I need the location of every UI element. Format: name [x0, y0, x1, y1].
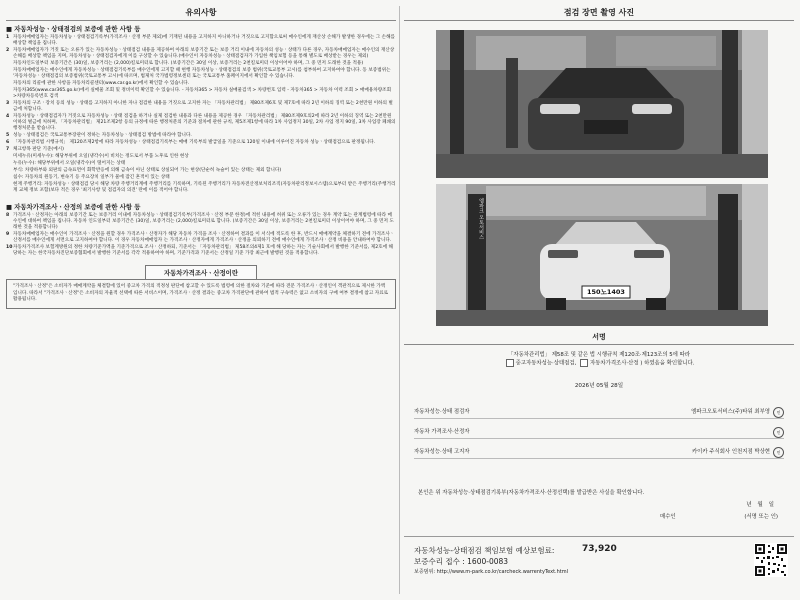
inspection-checkbox[interactable]: [506, 359, 514, 367]
signature-intro-line1: 「자동차관리법」 제58조 및 같은 법 시행규칙 제120조·제123조의 5에 따라: [507, 352, 691, 358]
notice-item-text: 자동차매매업자는 매수인이 가격조사ㆍ산정을 원할 경우 가격조사ㆍ산정자가 해당 자동차 가격을 조사ㆍ산정하여 결과를 이 서식에 적도록 한 후, 반드시 매매계약을 체결하기 전에 가격조사ㆍ산정서를 매수인에게 서면으로 고지하여야 합니다. 이 경우 자동차매매업자 는 가격조사ㆍ산정자에게 가격조사ㆍ산정을 의뢰하기 전에 매수인에게 가격조사ㆍ산정 비용을 안내하여야 합니다.: [13, 232, 395, 243]
notice-item-number: 1: [6, 35, 10, 40]
criteria-note: 부식: 차량하부와 외판의 금속표면이 화학반응에 의해 금속이 아닌 상태로 상실되어 가는 현상(단순히 녹슬어 있는 상태는 제외 합니다): [13, 168, 282, 173]
notice-item-text: 자동차가격조사 보험계방원의 정한 차량기준가액을 기준가격으로 조사ㆍ산정하되, 기준서는 「자동차관리법」 제58조의4제1 호에 해 당하는 자는 기술사회에서 발행한 기준서를, 제2호에 해당하는 자는 한국자동차진단보증협회에서 발행한 기준서를 각각 적용하여야 하며, 기준가격과 기준서는 산정일 기준 가장 최근에 발행된 것을 적용합니다.: [13, 245, 393, 256]
notice-item-number: 2: [6, 48, 10, 53]
notice-item: [6, 114, 396, 132]
notice-item-number: 7: [6, 147, 10, 152]
notice-item-text: 자동차365(www.car365.go.kr)에서 실매물 조회 및 정비이력 확인할 수 있습니다. - 자동차365 > 자동차 실매물검색 > 차량번호 입력 - 자동차365 > 자동차 이력 조회 > 매매용차량조회 >차량차등록번호 검색: [13, 88, 392, 99]
signature-header: 서명: [404, 331, 794, 345]
seal-mark: 인: [773, 427, 784, 438]
inspection-photo-lift: [436, 184, 768, 326]
criteria-note: 침수: 자동차의 원동기, 변속기 등 주요장치 일부가 물에 잠긴 흔적이 있는 상태: [13, 175, 170, 180]
section1-list: [6, 35, 396, 153]
signer-row-appraiser: [414, 426, 784, 439]
section2-title: ■ 자동차가격조사ㆍ산정의 보증에 관한 사항 등: [6, 203, 141, 211]
notice-item-number: 5: [6, 133, 10, 138]
notice-item-text: 성능ㆍ상태점검은 국토교통부장관이 정하는 자동차성능ㆍ상태점검 방법에 따라야 합니다.: [13, 133, 192, 138]
notice-item-number: [6, 68, 13, 80]
notice-item: [6, 232, 396, 244]
signer-row-inspector: [414, 406, 784, 419]
notice-item: [6, 88, 396, 100]
notice-item: [6, 48, 396, 60]
buyer-confirm-text: 본인은 위 자동차성능·상태점검기록부(자동차가격조사·산정선택)를 발급받은 사실을 확인합니다.: [418, 490, 645, 496]
notice-item: [6, 61, 396, 67]
notice-item: [6, 35, 396, 47]
insurance-fee-label: 자동차성능-상태점검 책임보험 예상보험료:: [414, 546, 555, 555]
notice-item-number: 4: [6, 114, 10, 119]
notice-item-text: 자동차인도일부터 보증기간은 (30)일, 보증거리는 (2,000)킬로미터로 합니다. (보증기간은 30일 이상, 보증거리는 2천킬로미터 이상이어야 하며, 그 중 먼저 도래한 것을 적용): [13, 61, 364, 66]
notice-item-number: 8: [6, 213, 10, 218]
notice-column: [6, 6, 396, 594]
gate-sign-text: 엠파크 오토서비스: [478, 198, 484, 240]
price-survey-checkbox-label: 자동차가격조사·산정 ) 하였음을 확인합니다.: [590, 360, 695, 367]
buyer-date-blank: 년 월 일: [746, 502, 776, 508]
signature-intro: [414, 351, 784, 368]
notice-item: [6, 147, 396, 153]
notice-item-number: 10: [6, 245, 13, 250]
column-divider: [399, 6, 400, 594]
signer-label-notifier: 자동차성능·상태 고지자: [414, 449, 470, 455]
notice-item-text: 가격조사ㆍ산정자는 아래의 보증기간 또는 보증거리 이내에 자동차성능ㆍ상태점검기록부(가격조사ㆍ산정 부분 한정)에 적힌 내용에 허위 또는 오류가 있는 경우 계약 또는 관계법령에 따라 매수인에 대하여 책임을 집니다. 자동차 인도일부터 보증기간은 (30)일, 보증거리는 (2,000)킬로미터로 합니다. (보증기간은 30일 이상, 보증거리는 2천킬로미터 이상이어야 하며, 그 중 먼저 도래한 것을 적용합니다): [13, 213, 394, 230]
warranty-phone: 보증수리 접수 : 1600-0083: [414, 557, 509, 566]
notice-item-text: 자동차의 구조ㆍ장치 등의 성능ㆍ상태를 고지하지 아니한 자나 점검한 내용을 거짓으로 고지한 자는 「자동차관리법」 제80조제6호 및 제7호에 따라 2년 이하의 징역 또는 2천만원 이하의 벌금에 처합니다.: [13, 101, 393, 112]
signer-label-inspector: 자동차성능·상태 점검자: [414, 409, 470, 415]
signer-value-notifier: 카이카 주식회사 인천지점 박상현: [691, 449, 770, 455]
photo-sign-column: [404, 6, 794, 594]
notice-item-text: 자동차의 리콜에 관한 사항을 자동차리콜센터(www.car.go.kr)에서 확인할 수 있습니다.: [13, 81, 190, 86]
notice-item-number: 6: [6, 140, 10, 145]
section1-title-text: 자동차성능ㆍ상태점검의 보증에 관한 사항 등: [14, 25, 141, 33]
price-survey-checkbox[interactable]: [580, 359, 588, 367]
section1-title: ■ 자동차성능ㆍ상태점검의 보증에 관한 사항 등: [6, 25, 141, 33]
photo-header: 점검 장면 촬영 사진: [404, 6, 794, 21]
inspection-photo-front: [436, 30, 768, 178]
notice-item-number: [6, 88, 13, 100]
notice-item: [6, 101, 396, 113]
notice-item-number: [6, 61, 13, 67]
seal-mark: 인: [773, 447, 784, 458]
notice-item-text: 자동차매매업자는 자동차성능ㆍ상태점검기록부(가격조사ㆍ산정 부분 제외)에 기재된 내용을 고지하지 아니하거나 거짓으로 고지함으로써 매수인에게 재산상 손해가 발생한 경우에는 그 손해를 배상할 책임을 집니다.: [13, 35, 395, 46]
section2-list: [6, 213, 396, 257]
signature-intro-line2: [414, 359, 784, 368]
license-plate: 150노1403: [587, 288, 625, 296]
insurance-footer: [404, 536, 794, 593]
notice-item-text: 자동차매매업자는 매수인에게 자동차성능ㆍ상태점검기록부를 매수인에게 고지할 때 현행 자동차성능ㆍ상태점검의 보증 범위(국토교통부 고시)를 첨부하여 고지하여야 합니다. 동 보증범위는 '자동차성능ㆍ상태점검의 보증범위(국토교통부 고시)에 따르며, 법제처 국가법령정보센터 또는 국토교통부 홈페이지에서 확인할 수 있습니다.: [13, 68, 391, 79]
qr-code-icon[interactable]: [754, 543, 788, 577]
buyer-label: 매수인: [660, 514, 676, 520]
notice-item: [6, 213, 396, 231]
notice-item-number: [6, 81, 13, 87]
notice-item-text: 자동차매매업자가 거짓 또는 오류가 있는 자동차성능ㆍ상태점검 내용을 제공하여 아래의 보증기간 또는 보증 거리 이내에 자동차의 성능ㆍ상태가 다른 경우, 자동차매매업자는 매수인의 재산상 손해를 배상할 책임을 지며, 자동차성능ㆍ상태점검자에게 이를 구상할 수 있습니다.(매수인이 자동차성능ㆍ상태점검자가 가입한 책임보험 등을 통해 별도로 배상받는 경우는 제외): [13, 48, 395, 59]
price-survey-box: [6, 265, 396, 309]
price-survey-box-text: "가격조사ㆍ산정"은 소비자가 매매계약을 체결함에 있어 중고차 가격의 적정성 판단에 참고할 수 있도록 법령에 의한 절차와 기준에 따라 전문 가격조사ㆍ산정인이 객관적으로 제시한 가액입니다. 따라서 "가격조사ㆍ산정"은 소비자의 자율적 선택에 따른 서비스이며, 가격조사ㆍ산정 결과는 중고차 가격판단에 관하여 법적 구속력은 없고 소비자의 구매 여부 결정에 참고 자료로 활용됩니다.: [6, 279, 396, 309]
notice-header: 유의사항: [6, 6, 396, 21]
notice-item: [6, 140, 396, 146]
signature-date: 2026년 05월 28일: [574, 383, 624, 389]
criteria-notes: [6, 154, 396, 194]
notice-item-text: 자동차성능ㆍ상태점검자가 거짓으로 자동차성능ㆍ상태 점검을 하거나 실제 점검한 내용과 다른 내용을 제공한 경우 「자동차관리법」 제80조제9호의2에 따라 2년 이하의 징역 또는 2천만원 이하의 벌금에 처하며, 「자동차관리법」 제21조제2항 등의 규정에 따른 행정처분의 기준과 절차에 관한 규칙, 제5조제1항에 따라 1차 사업정지 30일, 2차 사업 정지 90일, 3차 사업장 폐쇄의 행정처분을 받습니다.: [13, 114, 396, 131]
notice-item-text: 「자동차관리법 시행규칙」 제120조제2항에 따라 자동차성능ㆍ상태점검기록부는 매매 기록부의 발급일을 기준으로 120일 이내에 이루어진 자동차 성능ㆍ상태점검으로 판정됩니다.: [13, 140, 376, 145]
notice-item: [6, 68, 396, 80]
signer-label-appraiser: 자동차 가격조사·산정자: [414, 429, 470, 435]
signer-row-notifier: [414, 446, 784, 459]
notice-item: [6, 133, 396, 139]
notice-item-number: 3: [6, 101, 10, 106]
notice-item-text: 체크항목 판단 기준(예시): [13, 147, 64, 152]
notice-item: [6, 81, 396, 87]
insurance-fee-amount: 73,920: [582, 544, 617, 554]
notice-item-number: 9: [6, 232, 10, 237]
criteria-note: 현재 주행거리: 자동차성능ㆍ상태점검 당시 해당 차량 주행거리계에 주행거리를 기록하며, 기록된 주행거리가 자동차전산정보처리조직(자동차관리정보시스템)으로부터 받은 주행거리(주행거리계 교체 정보 포함)보다 적은 경우 '최기사항 및 점검자의 의견' 란에 이를 적어야 합니다.: [13, 182, 396, 193]
warranty-url[interactable]: 보증범위: http://www.m-park.co.kr/carcheck.warrentyText.html: [414, 569, 569, 575]
price-survey-box-title: 자동차가격조사ㆍ산정이란: [145, 265, 257, 279]
section2-title-text: 자동차가격조사ㆍ산정의 보증에 관한 사항 등: [14, 203, 141, 211]
signer-value-inspector: 엠파크오토서비스(주)타워 최부영: [691, 409, 770, 415]
criteria-note: 누유(누수): 해당부위에서 오일(냉각수)이 떨어지는 상태: [13, 161, 126, 166]
criteria-note: 미세누유(미세누수): 해당부위에 오일(냉각수)이 비치는 정도로서 부품 노후로 인한 현상: [13, 154, 189, 159]
notice-item: [6, 245, 396, 257]
inspection-checkbox-label: 중고자동차성능·상태점검,: [515, 360, 577, 367]
seal-mark: 인: [773, 407, 784, 418]
buyer-sign-field[interactable]: (서명 또는 인): [744, 514, 778, 520]
